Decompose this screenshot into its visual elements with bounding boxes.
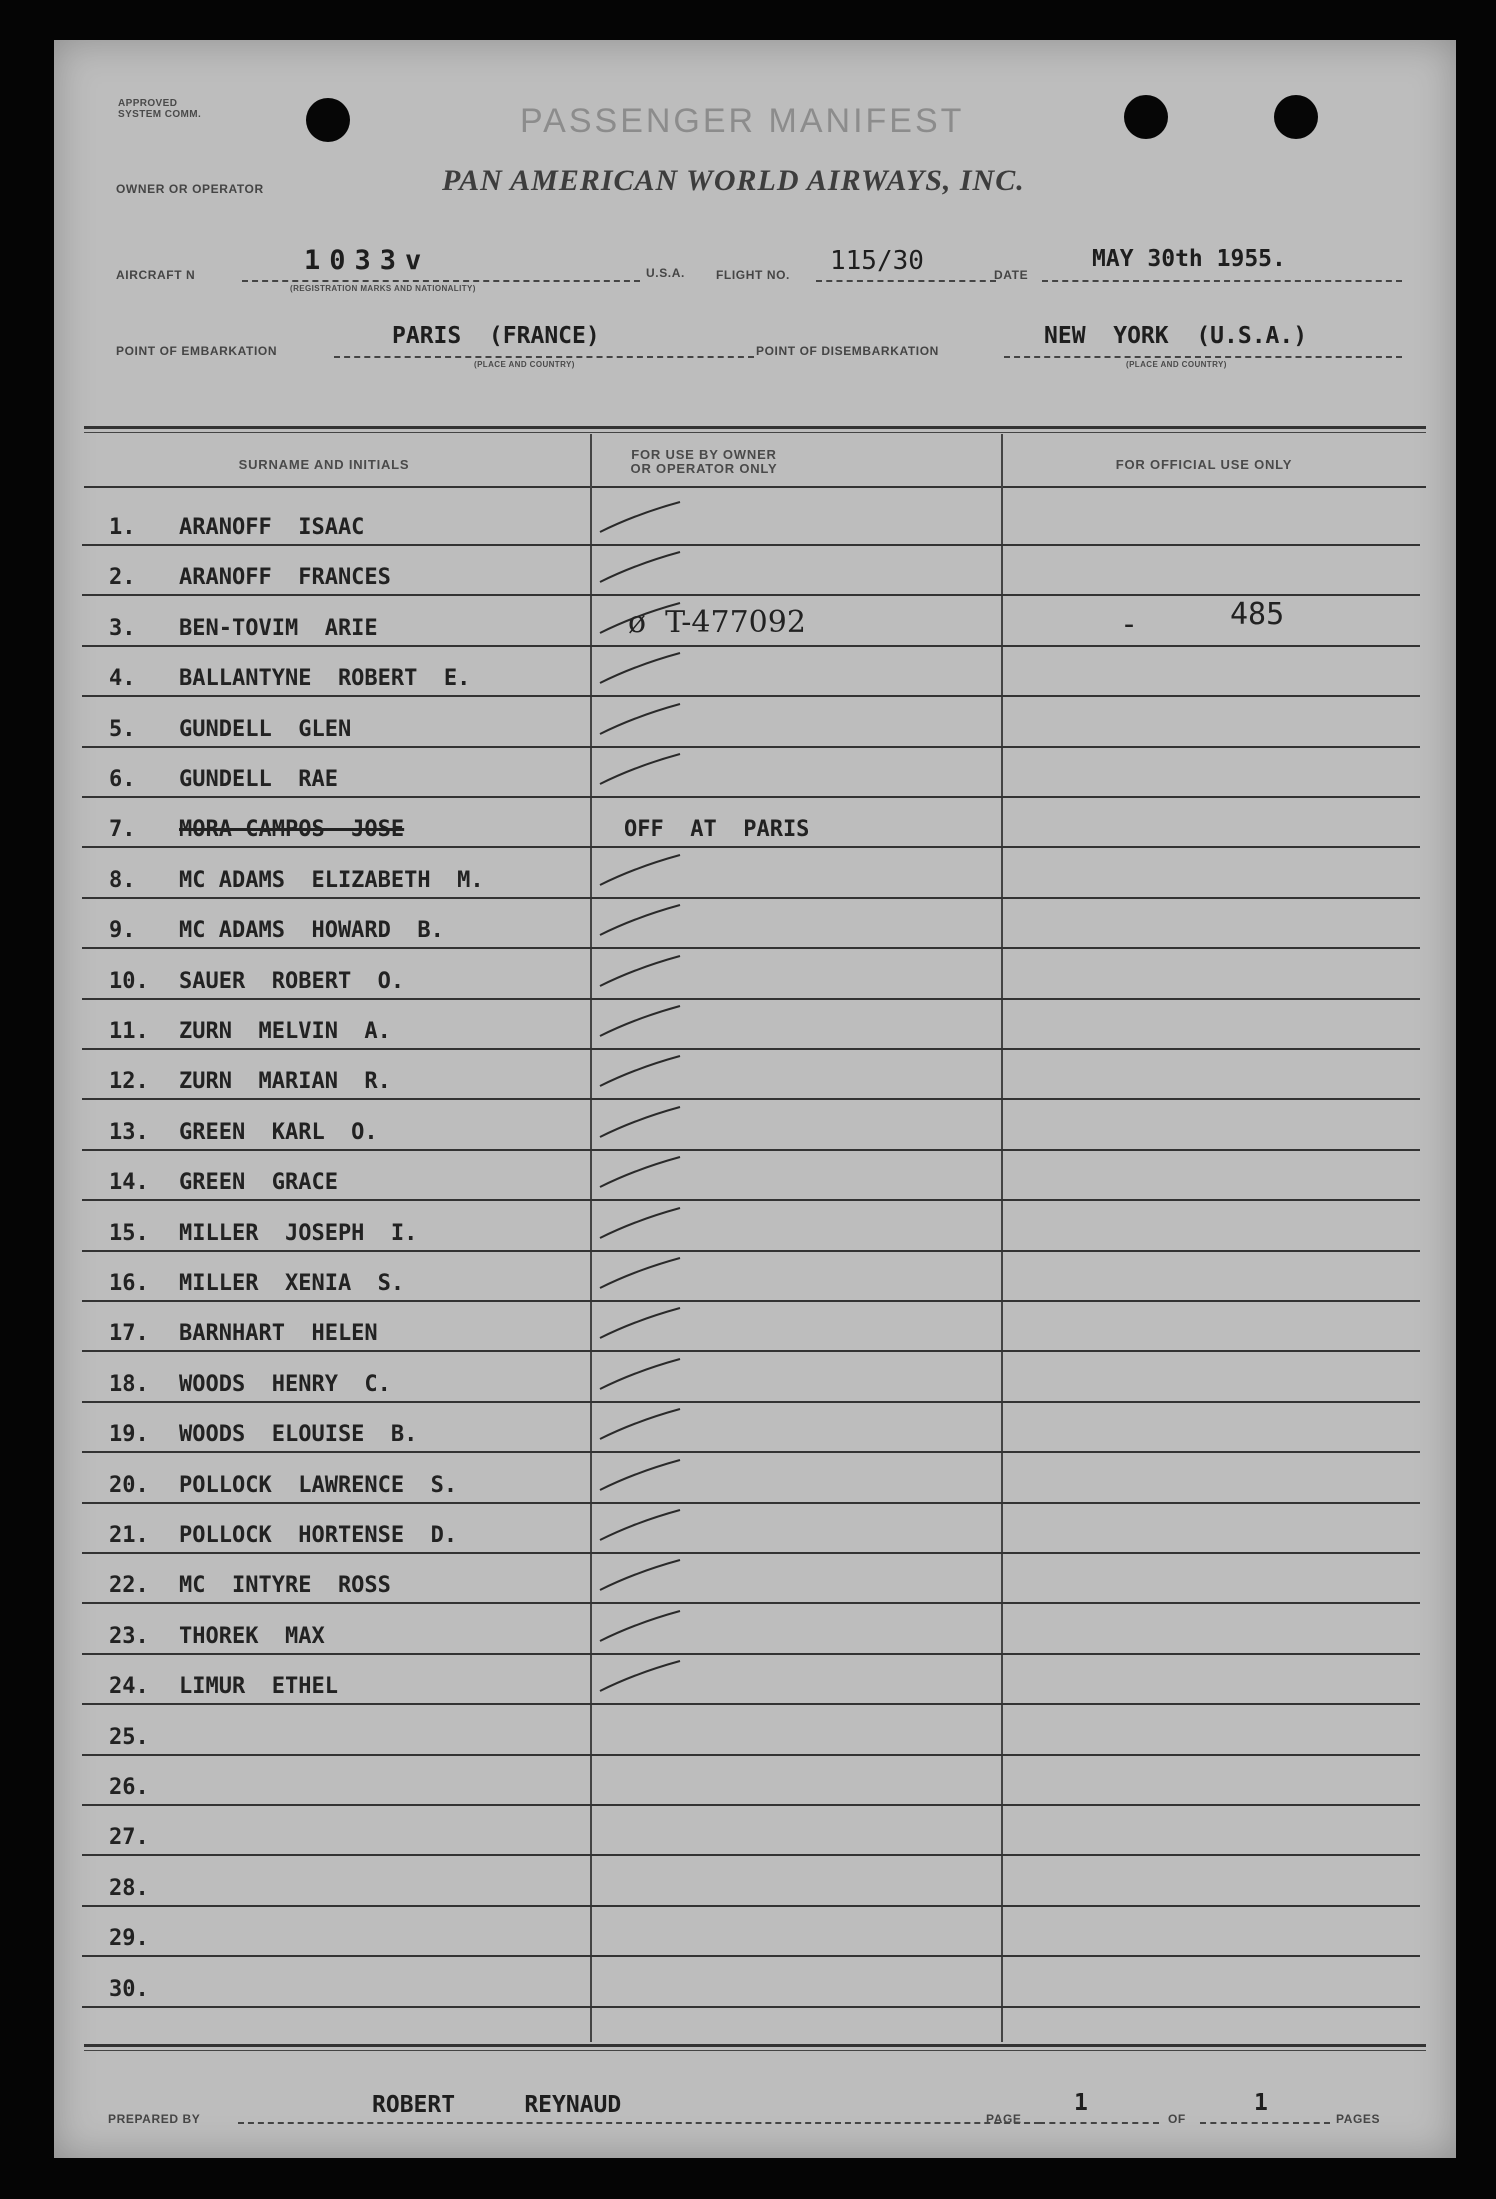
table-row (54, 1004, 1420, 1054)
check-mark-icon (596, 496, 686, 536)
embark-caption: (PLACE AND COUNTRY) (474, 360, 575, 369)
aircraft-label: AIRCRAFT N (116, 268, 196, 282)
passenger-name: BEN-TOVIM ARIE (179, 615, 378, 641)
check-mark-icon (596, 950, 686, 990)
table-row (54, 1256, 1420, 1306)
row-rule (82, 947, 1420, 949)
passenger-name: ARANOFF ISAAC (179, 515, 365, 540)
row-rule (82, 1955, 1420, 1957)
row-number: 22. (109, 1573, 149, 1599)
table-row (54, 1659, 1420, 1709)
table-row (54, 500, 1420, 550)
row-rule (82, 1854, 1420, 1856)
check-mark-icon (596, 1000, 686, 1040)
check-mark-icon (596, 1403, 686, 1443)
row-number: 20. (109, 1472, 149, 1498)
row-number: 26. (109, 1775, 149, 1800)
check-mark-icon (596, 1302, 686, 1342)
row-number: 25. (109, 1724, 149, 1750)
row-number: 19. (109, 1422, 149, 1448)
table-row (54, 1458, 1420, 1508)
row-number: 24. (109, 1674, 149, 1700)
operator-note: OFF AT PARIS (624, 817, 810, 843)
check-mark-icon (596, 546, 686, 586)
table-row (54, 596, 1420, 651)
page-value: 1 (1074, 2090, 1088, 2116)
row-number: 11. (109, 1019, 149, 1044)
row-number: 4. (109, 666, 136, 692)
row-rule (82, 1653, 1420, 1655)
disembark-value: NEW YORK (U.S.A.) (1044, 323, 1308, 349)
row-rule (82, 1602, 1420, 1604)
passenger-name: WOODS HENRY C. (179, 1371, 391, 1397)
row-rule (82, 746, 1420, 748)
table-row (54, 702, 1420, 752)
check-mark-icon (596, 1504, 686, 1544)
row-number: 15. (109, 1220, 149, 1246)
row-rule (82, 1905, 1420, 1907)
table-row (54, 802, 1420, 852)
row-rule (82, 1199, 1420, 1201)
disembark-caption: (PLACE AND COUNTRY) (1126, 360, 1227, 369)
table-row (54, 1105, 1420, 1155)
prepared-label: PREPARED BY (108, 2112, 201, 2126)
table-row (54, 1357, 1420, 1407)
registration-caption: (REGISTRATION MARKS AND NATIONALITY) (290, 284, 476, 293)
table-row (54, 1155, 1420, 1205)
row-number: 6. (109, 767, 136, 792)
passenger-name: POLLOCK LAWRENCE S. (179, 1472, 458, 1498)
row-number: 10. (109, 968, 149, 994)
punch-hole (306, 98, 350, 142)
check-mark-icon (596, 698, 686, 738)
official-value: 485 (1230, 596, 1285, 632)
table-row (54, 1558, 1420, 1608)
row-rule (82, 1451, 1420, 1453)
manifest-sheet (54, 40, 1456, 2158)
passenger-name: MILLER JOSEPH I. (179, 1220, 418, 1246)
row-rule (82, 645, 1420, 647)
col-surname-header: SURNAME AND INITIALS (238, 457, 410, 472)
check-mark-icon (596, 1655, 686, 1695)
table-row (54, 550, 1420, 600)
passenger-name: GREEN GRACE (179, 1170, 338, 1196)
row-number: 5. (109, 716, 136, 742)
row-number: 29. (109, 1926, 149, 1952)
official-dash: - (1120, 606, 1139, 642)
passenger-name: LIMUR ETHEL (179, 1674, 338, 1700)
row-number: 28. (109, 1875, 149, 1901)
passenger-name: ZURN MELVIN A. (179, 1019, 391, 1044)
table-row (54, 1206, 1420, 1256)
embark-value: PARIS (FRANCE) (392, 323, 600, 349)
airline-name: PAN AMERICAN WORLD AIRWAYS, INC. (442, 164, 1025, 197)
table-row (54, 1861, 1420, 1911)
check-mark-icon (596, 849, 686, 889)
table-row (54, 1508, 1420, 1558)
passenger-name: GUNDELL RAE (179, 767, 338, 792)
punch-hole (1124, 95, 1168, 139)
disembark-label: POINT OF DISEMBARKATION (756, 344, 939, 358)
row-number: 1. (109, 515, 136, 540)
row-rule (82, 796, 1420, 798)
table-row (54, 1710, 1420, 1760)
row-rule (82, 1804, 1420, 1806)
row-number: 27. (109, 1825, 149, 1851)
row-rule (82, 1703, 1420, 1705)
table-row (54, 1054, 1420, 1104)
row-number: 3. (109, 615, 136, 641)
date-label: DATE (994, 268, 1029, 282)
passenger-name: MILLER XENIA S. (179, 1271, 405, 1296)
passenger-name: MC INTYRE ROSS (179, 1573, 391, 1599)
handwritten-note: ø T-477092 (628, 604, 806, 640)
form-title: PASSENGER MANIFEST (520, 102, 965, 140)
passenger-name: THOREK MAX (179, 1623, 325, 1649)
table-row (54, 1760, 1420, 1810)
check-mark-icon (596, 1151, 686, 1191)
check-mark-icon (596, 1252, 686, 1292)
row-number: 17. (109, 1321, 149, 1347)
row-number: 13. (109, 1119, 149, 1145)
page-label: PAGE (986, 2112, 1022, 2126)
row-number: 30. (109, 1976, 149, 2002)
passenger-name: MC ADAMS HOWARD B. (179, 918, 444, 944)
passenger-name: SAUER ROBERT O. (179, 968, 405, 994)
pages-label: PAGES (1336, 2112, 1381, 2126)
passenger-name: BALLANTYNE ROBERT E. (179, 666, 471, 692)
passenger-name: MC ADAMS ELIZABETH M. (179, 867, 484, 893)
check-mark-icon (596, 1101, 686, 1141)
row-rule (82, 1552, 1420, 1554)
check-mark-icon (596, 1454, 686, 1494)
table-row (54, 651, 1420, 701)
row-number: 16. (109, 1271, 149, 1296)
usa-label: U.S.A. (646, 266, 685, 280)
row-number: 23. (109, 1623, 149, 1649)
prepared-value: ROBERT REYNAUD (372, 2092, 622, 2118)
of-value: 1 (1254, 2090, 1268, 2116)
col-official-header: FOR OFFICIAL USE ONLY (1115, 457, 1293, 472)
row-number: 21. (109, 1523, 149, 1548)
row-rule (82, 1250, 1420, 1252)
table-row (54, 853, 1420, 903)
check-mark-icon (596, 748, 686, 788)
table-row (54, 1810, 1420, 1860)
table-row (54, 903, 1420, 953)
row-rule (82, 2006, 1420, 2008)
passenger-name: POLLOCK HORTENSE D. (179, 1523, 458, 1548)
row-rule (82, 594, 1420, 596)
approval-stamp: APPROVED SYSTEM COMM. (118, 98, 202, 120)
check-mark-icon (596, 1353, 686, 1393)
flight-value: 115/30 (830, 246, 924, 276)
table-row (54, 752, 1420, 802)
row-rule (82, 1098, 1420, 1100)
row-rule (82, 695, 1420, 697)
row-rule (82, 998, 1420, 1000)
row-number: 12. (109, 1069, 149, 1095)
table-row (54, 1609, 1420, 1659)
check-mark-icon (596, 1554, 686, 1594)
table-row (54, 1911, 1420, 1961)
aircraft-value: 1033v (304, 245, 431, 276)
passenger-name: MORA CAMPOS JOSE (179, 817, 405, 843)
of-label: OF (1168, 2112, 1186, 2126)
row-number: 2. (109, 565, 136, 591)
row-rule (82, 897, 1420, 899)
table-row (54, 954, 1420, 1004)
check-mark-icon (596, 1050, 686, 1090)
check-mark-icon (596, 899, 686, 939)
embark-label: POINT OF EMBARKATION (116, 344, 278, 358)
passenger-name: ARANOFF FRANCES (179, 565, 391, 591)
check-mark-icon (596, 1605, 686, 1645)
check-mark-icon (596, 647, 686, 687)
table-row (54, 1306, 1420, 1356)
passenger-name: GUNDELL GLEN (179, 716, 352, 742)
row-number: 7. (109, 817, 136, 843)
row-rule (82, 1300, 1420, 1302)
row-number: 9. (109, 918, 136, 944)
table-row (54, 1407, 1420, 1457)
row-number: 14. (109, 1170, 149, 1196)
passenger-name: GREEN KARL O. (179, 1119, 378, 1145)
row-rule (82, 1401, 1420, 1403)
row-rule (82, 1502, 1420, 1504)
passenger-name: WOODS ELOUISE B. (179, 1422, 418, 1448)
check-mark-icon (596, 1202, 686, 1242)
row-rule (82, 846, 1420, 848)
passenger-name: ZURN MARIAN R. (179, 1069, 391, 1095)
row-rule (82, 1149, 1420, 1151)
flight-label: FLIGHT NO. (716, 268, 790, 282)
row-number: 18. (109, 1371, 149, 1397)
row-number: 8. (109, 867, 136, 893)
col-operator-header: FOR USE BY OWNER OR OPERATOR ONLY (630, 447, 778, 476)
row-rule (82, 544, 1420, 546)
row-rule (82, 1754, 1420, 1756)
date-value: MAY 30th 1955. (1092, 246, 1286, 272)
punch-hole (1274, 95, 1318, 139)
owner-label: OWNER OR OPERATOR (116, 182, 264, 196)
row-rule (82, 1350, 1420, 1352)
passenger-name: BARNHART HELEN (179, 1321, 378, 1347)
row-rule (82, 1048, 1420, 1050)
table-row (54, 1962, 1420, 2012)
